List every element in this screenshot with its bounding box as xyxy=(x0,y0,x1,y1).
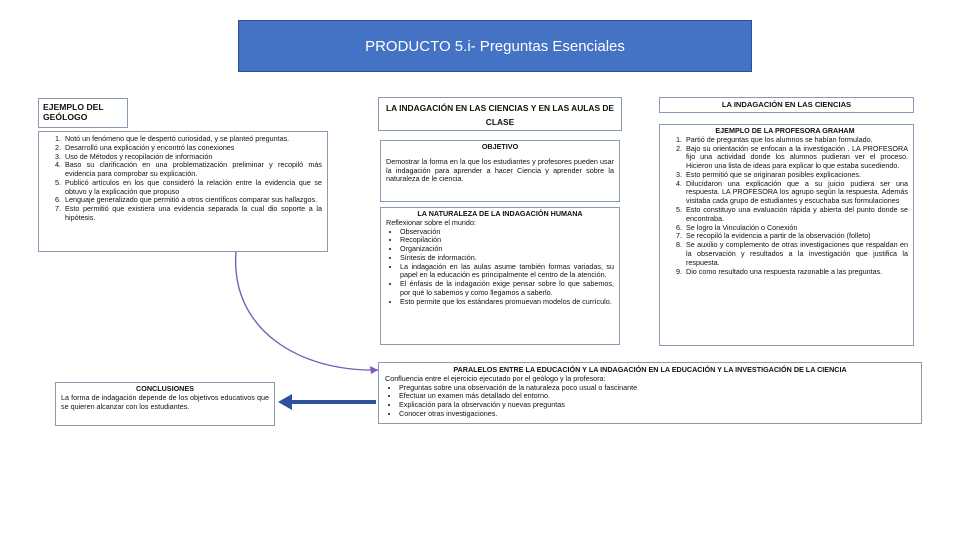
conclusiones-text: La forma de indagación depende de los objetivos educativos que se quieren alcanzar con los estudiantes. xyxy=(61,392,269,411)
profesora-step: 1. Partió de preguntas que los alumnos se habían formulado. xyxy=(684,136,908,145)
profesora-step: 2. Bajo su orientación se enfocan a la investigación . LA PROFESORA fijo una actividad donde los alumnos pudieran ver el proceso. Hicieron una lista de ideas para explicar lo que estaba sucediendo. xyxy=(684,145,908,171)
geologo-step: 3. Uso de Métodos y recopilación de información xyxy=(63,153,322,162)
naturaleza-item: • La indagación en las aulas asume también formas variadas, su papel en la educación es principalmente el centro de la atención. xyxy=(400,263,614,281)
paralelos-item: • Explicación para la observación y nuevas preguntas xyxy=(399,401,915,410)
paralelos-item: • Efectuar un examen más detallado del entorno. xyxy=(399,392,915,401)
geologo-step: 5. Publicó artículos en los que consideró la relación entre la evidencia que se obtuvo y la explicación que propuso xyxy=(63,179,322,197)
ciencias-header: LA INDAGACIÓN EN LAS CIENCIAS xyxy=(721,100,852,109)
conclusiones-box xyxy=(55,382,275,426)
naturaleza-header: LA NATURALEZA DE LA INDAGACIÓN HUMANA xyxy=(417,209,583,218)
geologo-step: 1. Notó un fenómeno que le despertó curiosidad, y se planteó preguntas. xyxy=(63,135,322,144)
naturaleza-item: • Organización xyxy=(400,245,614,254)
paralelos-item: • Preguntas sobre una observación de la naturaleza poco usual o fascinante xyxy=(399,384,915,393)
naturaleza-list xyxy=(386,228,614,307)
profesora-box xyxy=(659,124,914,346)
geologo-header-box xyxy=(38,98,128,128)
objetivo-text: Demostrar la forma en la que los estudiantes y profesores pueden usar la indagación para aprender a hacer Ciencia y aprender sobre la naturaleza de le ciencia. xyxy=(386,156,614,184)
curved-connector xyxy=(236,252,378,370)
profesora-step: 3. Esto permitió que se originaran posibles explicaciones. xyxy=(684,171,908,180)
objetivo-box xyxy=(380,140,620,202)
objetivo-header: OBJETIVO xyxy=(481,142,519,151)
naturaleza-item: • Recopilación xyxy=(400,236,614,245)
profesora-header: EJEMPLO DE LA PROFESORA GRAHAM xyxy=(715,126,855,135)
profesora-steps xyxy=(662,136,908,277)
geologo-header: EJEMPLO DEL GEÓLOGO xyxy=(43,102,104,123)
geologo-step: 2. Desarrolló una explicación y encontró las conexiones xyxy=(63,144,322,153)
conclusiones-header: CONCLUSIONES xyxy=(136,384,194,393)
geologo-list-box xyxy=(38,131,328,252)
paralelos-header: PARALELOS ENTRE LA EDUCACIÓN Y LA INDAGACIÓN EN LA EDUCACIÓN Y LA INVESTIGACIÓN DE LA CIENCIA xyxy=(453,365,847,374)
profesora-step: 4. Dilucidaron una explicación que a su juicio pudiera ser una respuesta. LA PROFESORA los agrupo según la respuesta. Además visitaba cada grupo de estudiantes y escuchaba sus formulaciones xyxy=(684,180,908,206)
curve-arrowhead xyxy=(370,366,378,374)
profesora-step: 8. Se auxilio y complemento de otras investigaciones que respaldan en la observación y resultados a la investigación que justifica la respuesta. xyxy=(684,241,908,267)
ciencias-header-box xyxy=(659,97,914,113)
naturaleza-item: • Esto permite que los estándares promuevan modelos de currículo. xyxy=(400,298,614,307)
naturaleza-item: • Síntesis de información. xyxy=(400,254,614,263)
naturaleza-box xyxy=(380,207,620,345)
indagacion-aulas-box xyxy=(378,97,622,131)
profesora-step: 9. Dio como resultado una respuesta razonable a las preguntas. xyxy=(684,268,908,277)
naturaleza-item: • Observación xyxy=(400,228,614,237)
naturaleza-subheader: Reflexionar sobre el mundo: xyxy=(386,217,476,227)
profesora-step: 6. Se logro la Vinculación o Conexión xyxy=(684,224,908,233)
paralelos-subheader: Confluencia entre el ejercicio ejecutado por el geólogo y la profesora: xyxy=(385,373,606,383)
naturaleza-item: • El énfasis de la indagación exige pensar sobre lo que sabemos, por qué lo sabemos y como llegamos a saberlo. xyxy=(400,280,614,298)
paralelos-list xyxy=(385,384,915,419)
geologo-step: 7. Esto permitió que existiera una evidencia separada la cual dio soporte a la hipótesis. xyxy=(63,205,322,223)
profesora-step: 5. Esto constituyo una evaluación rápida y abierta del punto donde se encontraba. xyxy=(684,206,908,224)
geologo-step: 6. Lenguaje generalizado que permitió a otros científicos comparar sus hallazgos. xyxy=(63,196,322,205)
paralelos-item: • Conocer otras investigaciones. xyxy=(399,410,915,419)
page-title: PRODUCTO 5.i- Preguntas Esenciales xyxy=(365,37,625,55)
conclusion-arrowhead xyxy=(278,394,292,410)
geologo-steps xyxy=(41,135,322,223)
paralelos-box xyxy=(378,362,922,424)
geologo-step: 4. Baso su clarificación en una problematización preliminar y recopiló más evidencia para comprobar su explicación. xyxy=(63,161,322,179)
indagacion-aulas-header: LA INDAGACIÓN EN LAS CIENCIAS Y EN LAS AULAS DE CLASE xyxy=(385,103,614,128)
profesora-step: 7. Se recopiló la evidencia a partir de la observación (folleto) xyxy=(684,232,908,241)
